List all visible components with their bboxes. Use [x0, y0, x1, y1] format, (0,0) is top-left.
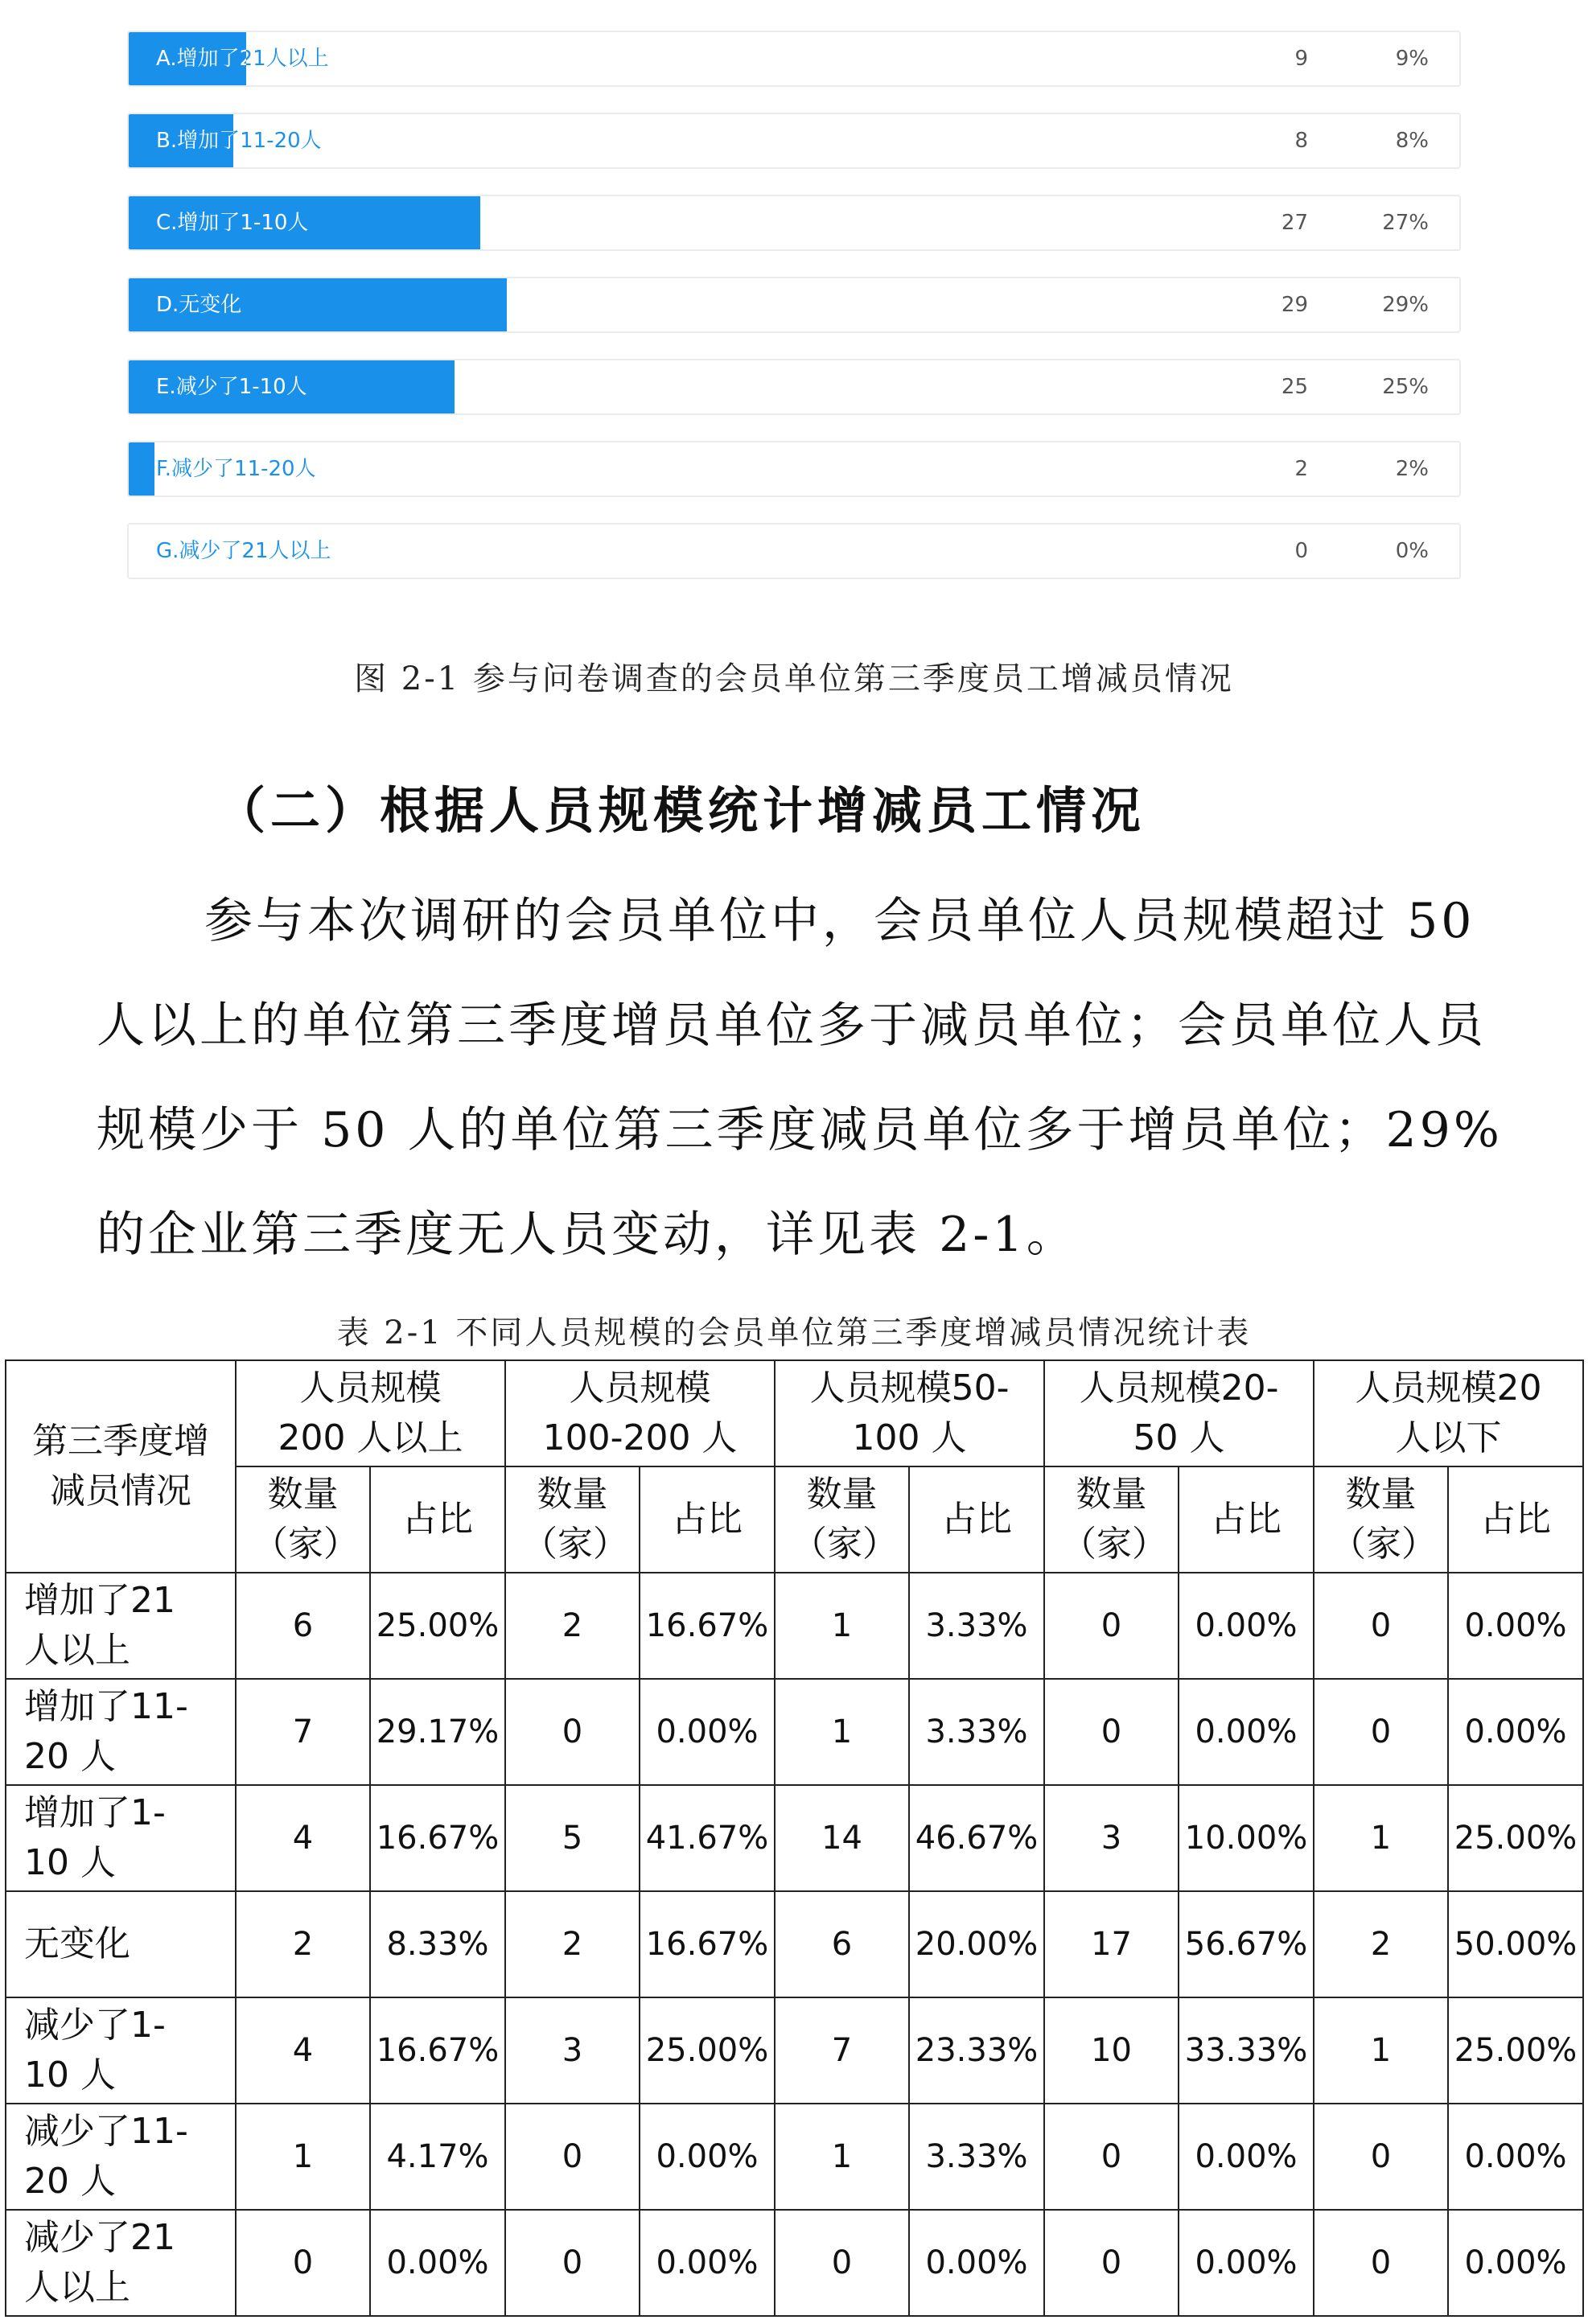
count-cell: 6 [236, 1573, 370, 1679]
table-row [6, 1679, 1583, 1785]
percent-cell: 0.00% [1179, 2104, 1314, 2210]
percent-cell: 3.33% [909, 2104, 1044, 2210]
percent-cell: 8.33% [370, 1891, 505, 1997]
bar-row [127, 359, 1461, 415]
percent-subheader: 占比 [370, 1466, 505, 1573]
percent-cell: 0.00% [640, 2210, 775, 2316]
count-cell: 1 [775, 1679, 909, 1785]
percent-cell: 0.00% [909, 2210, 1044, 2316]
count-cell: 0 [1314, 2104, 1448, 2210]
row-label: 减少了21 人以上 [6, 2210, 236, 2316]
count-cell: 7 [236, 1679, 370, 1785]
row-label: 增加了21 人以上 [6, 1573, 236, 1679]
percent-cell: 41.67% [640, 1785, 775, 1891]
bar-percent-label: 29% [1382, 293, 1429, 317]
count-cell: 5 [505, 1785, 640, 1891]
bar-label: A.增加了21人以上 [156, 32, 329, 85]
count-cell: 0 [1314, 1573, 1448, 1679]
percent-cell: 33.33% [1179, 1997, 1314, 2104]
percent-cell: 0.00% [1448, 1573, 1583, 1679]
table-row [6, 2104, 1583, 2210]
bar-label: C.增加了1-10人 [156, 211, 309, 235]
count-cell: 1 [1314, 1785, 1448, 1891]
bar-row [127, 31, 1461, 87]
count-cell: 3 [505, 1997, 640, 2104]
bar-row [127, 113, 1461, 169]
count-subheader: 数量（家） [236, 1466, 370, 1573]
percent-cell: 0.00% [1179, 1679, 1314, 1785]
bar-count-label: 2 [1294, 457, 1308, 481]
count-cell: 17 [1044, 1891, 1179, 1997]
bar-count-label: 9 [1294, 47, 1308, 71]
table-row [6, 1785, 1583, 1891]
bar-percent-label: 27% [1382, 211, 1429, 235]
count-cell: 10 [1044, 1997, 1179, 2104]
count-cell: 1 [236, 2104, 370, 2210]
percent-cell: 0.00% [1448, 1679, 1583, 1785]
row-label: 增加了11-20 人 [6, 1679, 236, 1785]
count-cell: 1 [775, 2104, 909, 2210]
group-header: 人员规模20-50 人 [1044, 1360, 1314, 1466]
percent-cell: 0.00% [640, 1679, 775, 1785]
bar-count-label: 27 [1281, 211, 1308, 235]
percent-cell: 3.33% [909, 1573, 1044, 1679]
bar-percent-label: 2% [1395, 457, 1429, 481]
count-cell: 1 [1314, 1997, 1448, 2104]
percent-cell: 16.67% [370, 1997, 505, 2104]
count-cell: 0 [236, 2210, 370, 2316]
table-row [6, 1891, 1583, 1997]
count-cell: 0 [775, 2210, 909, 2316]
count-cell: 1 [775, 1573, 909, 1679]
group-header: 人员规模200 人以上 [236, 1360, 505, 1466]
table-caption: 表 2-1 不同人员规模的会员单位第三季度增减员情况统计表 [336, 1314, 1252, 1351]
count-cell: 0 [505, 1679, 640, 1785]
count-cell: 4 [236, 1997, 370, 2104]
percent-cell: 25.00% [1448, 1785, 1583, 1891]
percent-cell: 4.17% [370, 2104, 505, 2210]
body-paragraph [97, 869, 1512, 1287]
paragraph-text: 参与本次调研的会员单位中，会员单位人员规模超过 50 人以上的单位第三季度增员单位多于减员单位；会员单位人员规模少于 50 人的单位第三季度减员单位多于增员单位；29%的企业第三季度无人员变动，详见表 2-1。 [97, 893, 1503, 1263]
bar-percent-label: 9% [1395, 47, 1429, 71]
count-cell: 7 [775, 1997, 909, 2104]
percent-cell: 46.67% [909, 1785, 1044, 1891]
count-cell: 0 [1044, 2104, 1179, 2210]
bar-label: G.减少了21人以上 [156, 539, 331, 563]
bar-row [127, 441, 1461, 497]
table-row [6, 1573, 1583, 1679]
percent-cell: 56.67% [1179, 1891, 1314, 1997]
percent-cell: 3.33% [909, 1679, 1044, 1785]
count-cell: 4 [236, 1785, 370, 1891]
bar-label: B.增加了11-20人 [156, 114, 322, 167]
percent-cell: 0.00% [1448, 2210, 1583, 2316]
count-cell: 14 [775, 1785, 909, 1891]
figure-caption: 图 2-1 参与问卷调查的会员单位第三季度员工增减员情况 [354, 660, 1234, 697]
percent-subheader: 占比 [640, 1466, 775, 1573]
count-subheader: 数量（家） [1044, 1466, 1179, 1573]
count-cell: 2 [505, 1573, 640, 1679]
percent-cell: 20.00% [909, 1891, 1044, 1997]
table-corner-header: 第三季度增减员情况 [6, 1360, 236, 1573]
bar-row [127, 277, 1461, 333]
percent-cell: 16.67% [370, 1785, 505, 1891]
percent-cell: 0.00% [1179, 2210, 1314, 2316]
percent-cell: 0.00% [1448, 2104, 1583, 2210]
row-label: 增加了1-10 人 [6, 1785, 236, 1891]
bar-percent-label: 0% [1395, 539, 1429, 563]
group-header: 人员规模20 人以下 [1314, 1360, 1583, 1466]
count-cell: 3 [1044, 1785, 1179, 1891]
percent-cell: 50.00% [1448, 1891, 1583, 1997]
row-label: 无变化 [6, 1891, 236, 1997]
table-row [6, 2210, 1583, 2316]
stats-table [5, 1359, 1584, 2317]
percent-cell: 0.00% [1179, 1573, 1314, 1679]
bar-percent-label: 25% [1382, 375, 1429, 399]
percent-cell: 16.67% [640, 1573, 775, 1679]
percent-cell: 16.67% [640, 1891, 775, 1997]
count-cell: 0 [1044, 2210, 1179, 2316]
percent-cell: 25.00% [1448, 1997, 1583, 2104]
percent-cell: 10.00% [1179, 1785, 1314, 1891]
bar-label: F.减少了11-20人 [156, 442, 316, 496]
percent-subheader: 占比 [1448, 1466, 1583, 1573]
group-header: 人员规模50-100 人 [775, 1360, 1044, 1466]
row-label: 减少了1-10 人 [6, 1997, 236, 2104]
percent-cell: 29.17% [370, 1679, 505, 1785]
bar-percent-label: 8% [1395, 129, 1429, 153]
count-cell: 2 [505, 1891, 640, 1997]
bar [129, 442, 154, 496]
count-cell: 0 [505, 2104, 640, 2210]
count-subheader: 数量（家） [1314, 1466, 1448, 1573]
table-row [6, 1997, 1583, 2104]
count-cell: 0 [1314, 2210, 1448, 2316]
count-subheader: 数量（家） [775, 1466, 909, 1573]
percent-cell: 0.00% [640, 2104, 775, 2210]
bar-count-label: 29 [1281, 293, 1308, 317]
percent-subheader: 占比 [1179, 1466, 1314, 1573]
bar-row [127, 195, 1461, 251]
bar-count-label: 8 [1294, 129, 1308, 153]
bar-row [127, 523, 1461, 579]
bar-chart [0, 0, 1588, 595]
count-cell: 0 [1044, 1573, 1179, 1679]
percent-cell: 25.00% [370, 1573, 505, 1679]
bar-label: E.减少了1-10人 [156, 375, 307, 399]
count-cell: 0 [1314, 1679, 1448, 1785]
count-cell: 2 [1314, 1891, 1448, 1997]
count-cell: 6 [775, 1891, 909, 1997]
bar-count-label: 0 [1294, 539, 1308, 563]
percent-cell: 23.33% [909, 1997, 1044, 2104]
percent-subheader: 占比 [909, 1466, 1044, 1573]
count-cell: 2 [236, 1891, 370, 1997]
row-label: 减少了11-20 人 [6, 2104, 236, 2210]
percent-cell: 0.00% [370, 2210, 505, 2316]
group-header: 人员规模100-200 人 [505, 1360, 775, 1466]
count-subheader: 数量（家） [505, 1466, 640, 1573]
percent-cell: 25.00% [640, 1997, 775, 2104]
count-cell: 0 [1044, 1679, 1179, 1785]
bar-label: D.无变化 [156, 293, 242, 317]
bar-count-label: 25 [1281, 375, 1308, 399]
count-cell: 0 [505, 2210, 640, 2316]
section-heading: （二）根据人员规模统计增减员工情况 [216, 781, 1146, 840]
